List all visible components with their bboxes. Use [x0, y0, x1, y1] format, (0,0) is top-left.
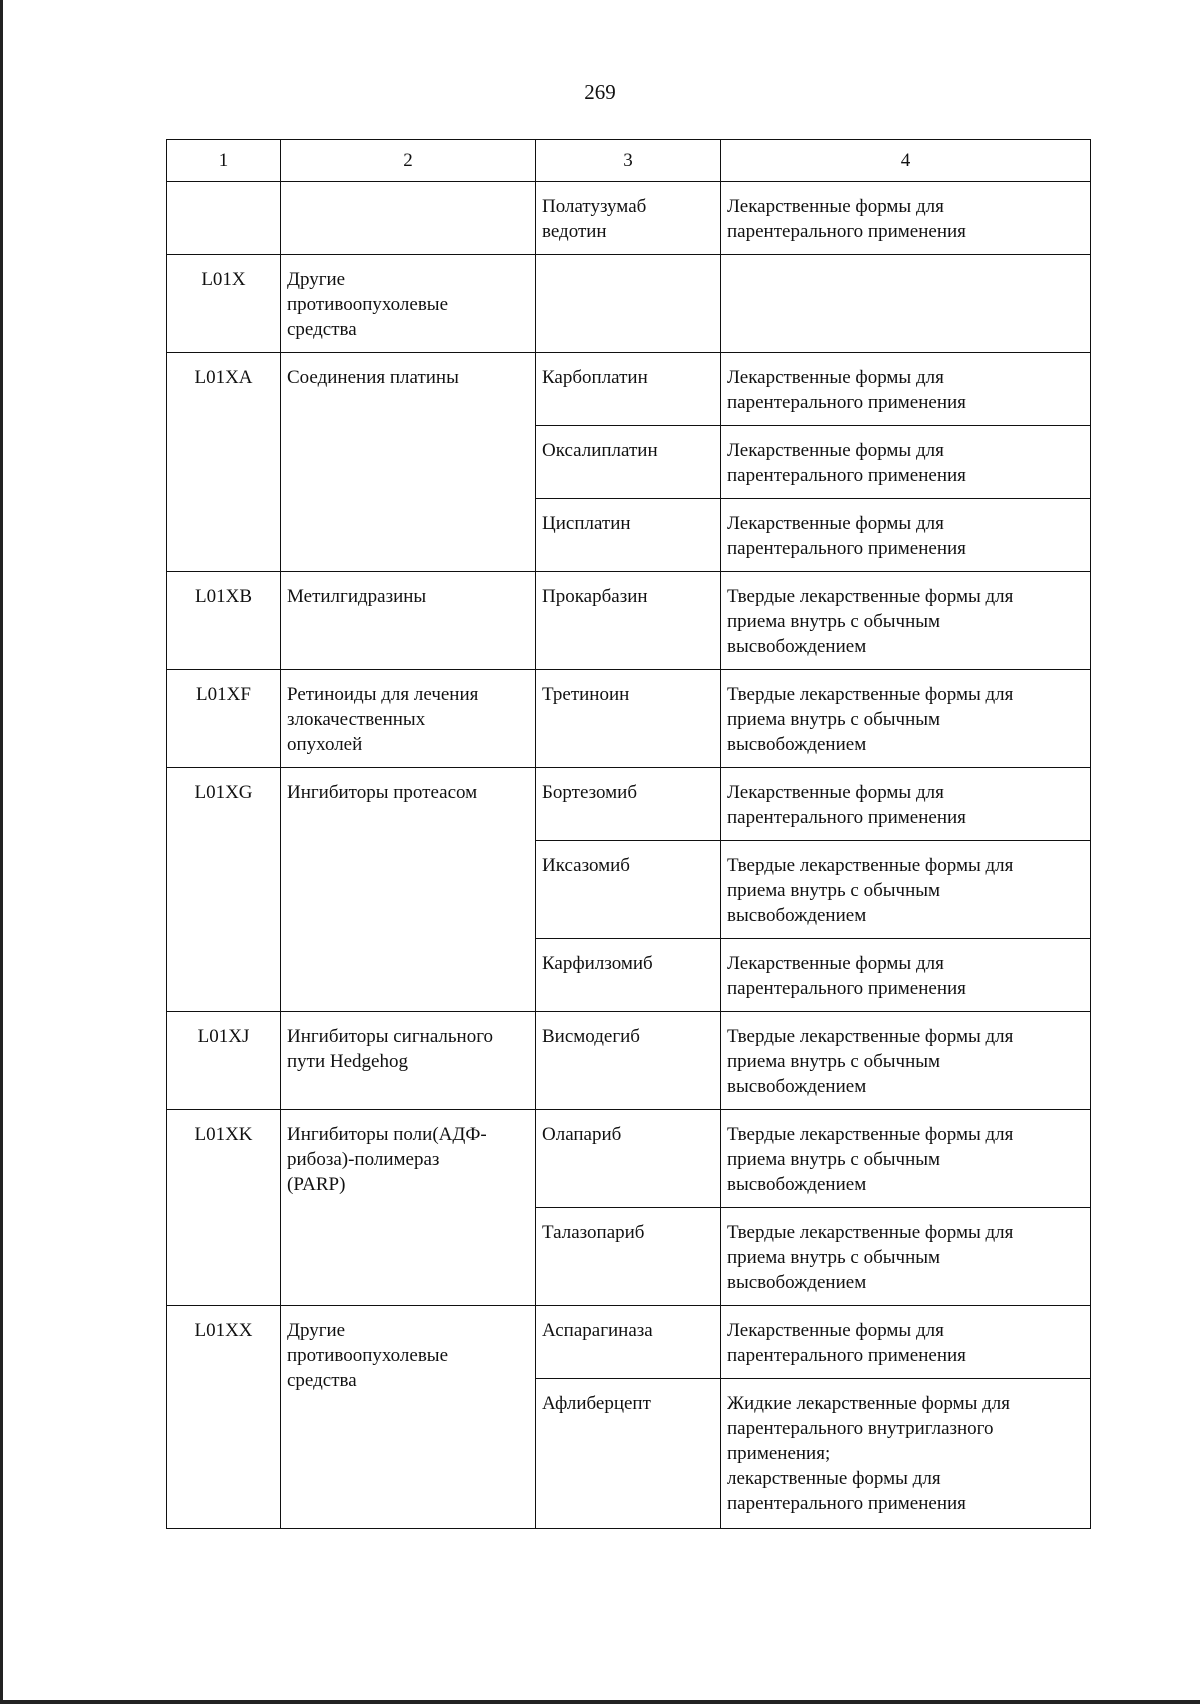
text-line: Другие — [287, 269, 346, 290]
text-line: рибоза)-полимераз — [287, 1149, 440, 1170]
dosage-form-cell — [721, 426, 1091, 499]
drug-name-cell — [536, 841, 721, 939]
text-line: Лекарственные формы для — [727, 782, 944, 803]
table-row — [167, 768, 1091, 841]
text-line: Метилгидразины — [287, 586, 427, 607]
text-line: Ингибиторы сигнального — [287, 1026, 494, 1047]
text-line: приема внутрь с обычным — [727, 1051, 941, 1072]
dosage-form-cell — [721, 572, 1091, 670]
dosage-form-cell — [721, 353, 1091, 426]
table-row — [167, 572, 1091, 670]
drug-name-cell — [536, 1012, 721, 1110]
drug-name-cell — [536, 182, 721, 255]
header-cell-2: 2 — [281, 140, 536, 182]
drug-classification-table — [166, 139, 1091, 1529]
dosage-form-cell — [721, 1306, 1091, 1379]
text-line: Лекарственные формы для — [727, 367, 944, 388]
text-line: высвобождением — [727, 1272, 867, 1293]
text-line: Карбоплатин — [542, 367, 648, 388]
atc-code-cell: L01XK — [167, 1110, 281, 1306]
text-line: лекарственные формы для — [727, 1468, 941, 1489]
text-line: парентерального применения — [727, 221, 966, 242]
text-line: средства — [287, 319, 357, 340]
table-row — [167, 255, 1091, 353]
text-line: приема внутрь с обычным — [727, 1149, 941, 1170]
dosage-form-cell — [721, 1208, 1091, 1306]
text-line: средства — [287, 1370, 357, 1391]
scan-edge-bottom — [0, 1700, 1200, 1704]
header-cell-4: 4 — [721, 140, 1091, 182]
header-row — [167, 140, 1091, 182]
text-line: Афлиберцепт — [542, 1393, 651, 1414]
text-line: парентерального применения — [727, 1493, 966, 1514]
table-row — [167, 1012, 1091, 1110]
atc-code-cell: L01XG — [167, 768, 281, 1012]
table-row — [167, 1306, 1091, 1379]
drug-name-cell — [536, 572, 721, 670]
text-line: приема внутрь с обычным — [727, 1247, 941, 1268]
text-line: Бортезомиб — [542, 782, 638, 803]
text-line: Твердые лекарственные формы для — [727, 684, 1014, 705]
drug-name-cell — [536, 1379, 721, 1529]
dosage-form-cell — [721, 939, 1091, 1012]
drug-name-cell — [536, 670, 721, 768]
text-line: Лекарственные формы для — [727, 440, 944, 461]
drug-name-cell — [536, 255, 721, 353]
drug-name-cell — [536, 426, 721, 499]
text-line: парентерального применения — [727, 978, 966, 999]
text-line: Жидкие лекарственные формы для — [727, 1393, 1010, 1414]
text-line: Иксазомиб — [542, 855, 630, 876]
atc-code-cell: L01XJ — [167, 1012, 281, 1110]
text-line: Ингибиторы протеасом — [287, 782, 478, 803]
dosage-form-cell — [721, 182, 1091, 255]
text-line: противоопухолевые — [287, 1345, 449, 1366]
text-line: парентерального применения — [727, 807, 966, 828]
table-row — [167, 353, 1091, 426]
text-line: Лекарственные формы для — [727, 953, 944, 974]
text-line: Лекарственные формы для — [727, 1320, 944, 1341]
text-line: Третиноин — [542, 684, 630, 705]
text-line: Твердые лекарственные формы для — [727, 1026, 1014, 1047]
dosage-form-cell — [721, 1012, 1091, 1110]
text-line: Висмодегиб — [542, 1026, 640, 1047]
text-line: ведотин — [542, 221, 607, 242]
table-row — [167, 1110, 1091, 1208]
dosage-form-cell — [721, 768, 1091, 841]
atc-code-cell: L01XB — [167, 572, 281, 670]
drug-name-cell — [536, 1110, 721, 1208]
text-line: высвобождением — [727, 905, 867, 926]
dosage-form-cell — [721, 1379, 1091, 1529]
text-line: высвобождением — [727, 1076, 867, 1097]
group-name-cell — [281, 670, 536, 768]
group-name-cell — [281, 1110, 536, 1306]
text-line: Другие — [287, 1320, 346, 1341]
text-line: Лекарственные формы для — [727, 196, 944, 217]
text-line: Твердые лекарственные формы для — [727, 586, 1014, 607]
text-line: приема внутрь с обычным — [727, 880, 941, 901]
atc-code-cell — [167, 182, 281, 255]
group-name-cell — [281, 255, 536, 353]
scan-edge-left — [0, 0, 3, 1704]
text-line: противоопухолевые — [287, 294, 449, 315]
text-line: приема внутрь с обычным — [727, 709, 941, 730]
group-name-cell — [281, 1012, 536, 1110]
atc-code-cell: L01XX — [167, 1306, 281, 1529]
header-cell-3: 3 — [536, 140, 721, 182]
text-line: Твердые лекарственные формы для — [727, 1222, 1014, 1243]
text-line: высвобождением — [727, 636, 867, 657]
text-line: Талазопариб — [542, 1222, 645, 1243]
text-line: Прокарбазин — [542, 586, 648, 607]
group-name-cell — [281, 572, 536, 670]
drug-name-cell — [536, 768, 721, 841]
text-line: Соединения платины — [287, 367, 459, 388]
text-line: Карфилзомиб — [542, 953, 653, 974]
dosage-form-cell — [721, 841, 1091, 939]
drug-name-cell — [536, 499, 721, 572]
text-line: пути Hedgehog — [287, 1051, 408, 1072]
atc-code-cell: L01X — [167, 255, 281, 353]
dosage-form-cell — [721, 1110, 1091, 1208]
text-line: Полатузумаб — [542, 196, 647, 217]
text-line: Ретиноиды для лечения — [287, 684, 479, 705]
text-line: приема внутрь с обычным — [727, 611, 941, 632]
drug-name-cell — [536, 939, 721, 1012]
group-name-cell — [281, 768, 536, 1012]
group-name-cell — [281, 182, 536, 255]
text-line: Лекарственные формы для — [727, 513, 944, 534]
drug-name-cell — [536, 1208, 721, 1306]
text-line: высвобождением — [727, 734, 867, 755]
text-line: парентерального применения — [727, 392, 966, 413]
drug-name-cell — [536, 353, 721, 426]
page-number: 269 — [584, 80, 616, 104]
drug-name-cell — [536, 1306, 721, 1379]
text-line: Олапариб — [542, 1124, 622, 1145]
text-line: Оксалиплатин — [542, 440, 658, 461]
text-line: высвобождением — [727, 1174, 867, 1195]
dosage-form-cell — [721, 255, 1091, 353]
group-name-cell — [281, 1306, 536, 1529]
text-line: парентерального применения — [727, 1345, 966, 1366]
atc-code-cell: L01XA — [167, 353, 281, 572]
text-line: Аспарагиназа — [542, 1320, 653, 1341]
text-line: Ингибиторы поли(АДФ- — [287, 1124, 487, 1145]
text-line: Цисплатин — [542, 513, 631, 534]
text-line: Твердые лекарственные формы для — [727, 1124, 1014, 1145]
text-line: злокачественных — [287, 709, 426, 730]
text-line: опухолей — [287, 734, 363, 755]
group-name-cell — [281, 353, 536, 572]
text-line: (PARP) — [287, 1174, 346, 1195]
table-row — [167, 182, 1091, 255]
header-cell-1: 1 — [167, 140, 281, 182]
dosage-form-cell — [721, 499, 1091, 572]
text-line: Твердые лекарственные формы для — [727, 855, 1014, 876]
dosage-form-cell — [721, 670, 1091, 768]
table-body — [167, 140, 1091, 1529]
atc-code-cell: L01XF — [167, 670, 281, 768]
text-line: парентерального внутриглазного — [727, 1418, 994, 1439]
table-row — [167, 670, 1091, 768]
text-line: парентерального применения — [727, 538, 966, 559]
text-line: парентерального применения — [727, 465, 966, 486]
text-line: применения; — [727, 1443, 831, 1464]
